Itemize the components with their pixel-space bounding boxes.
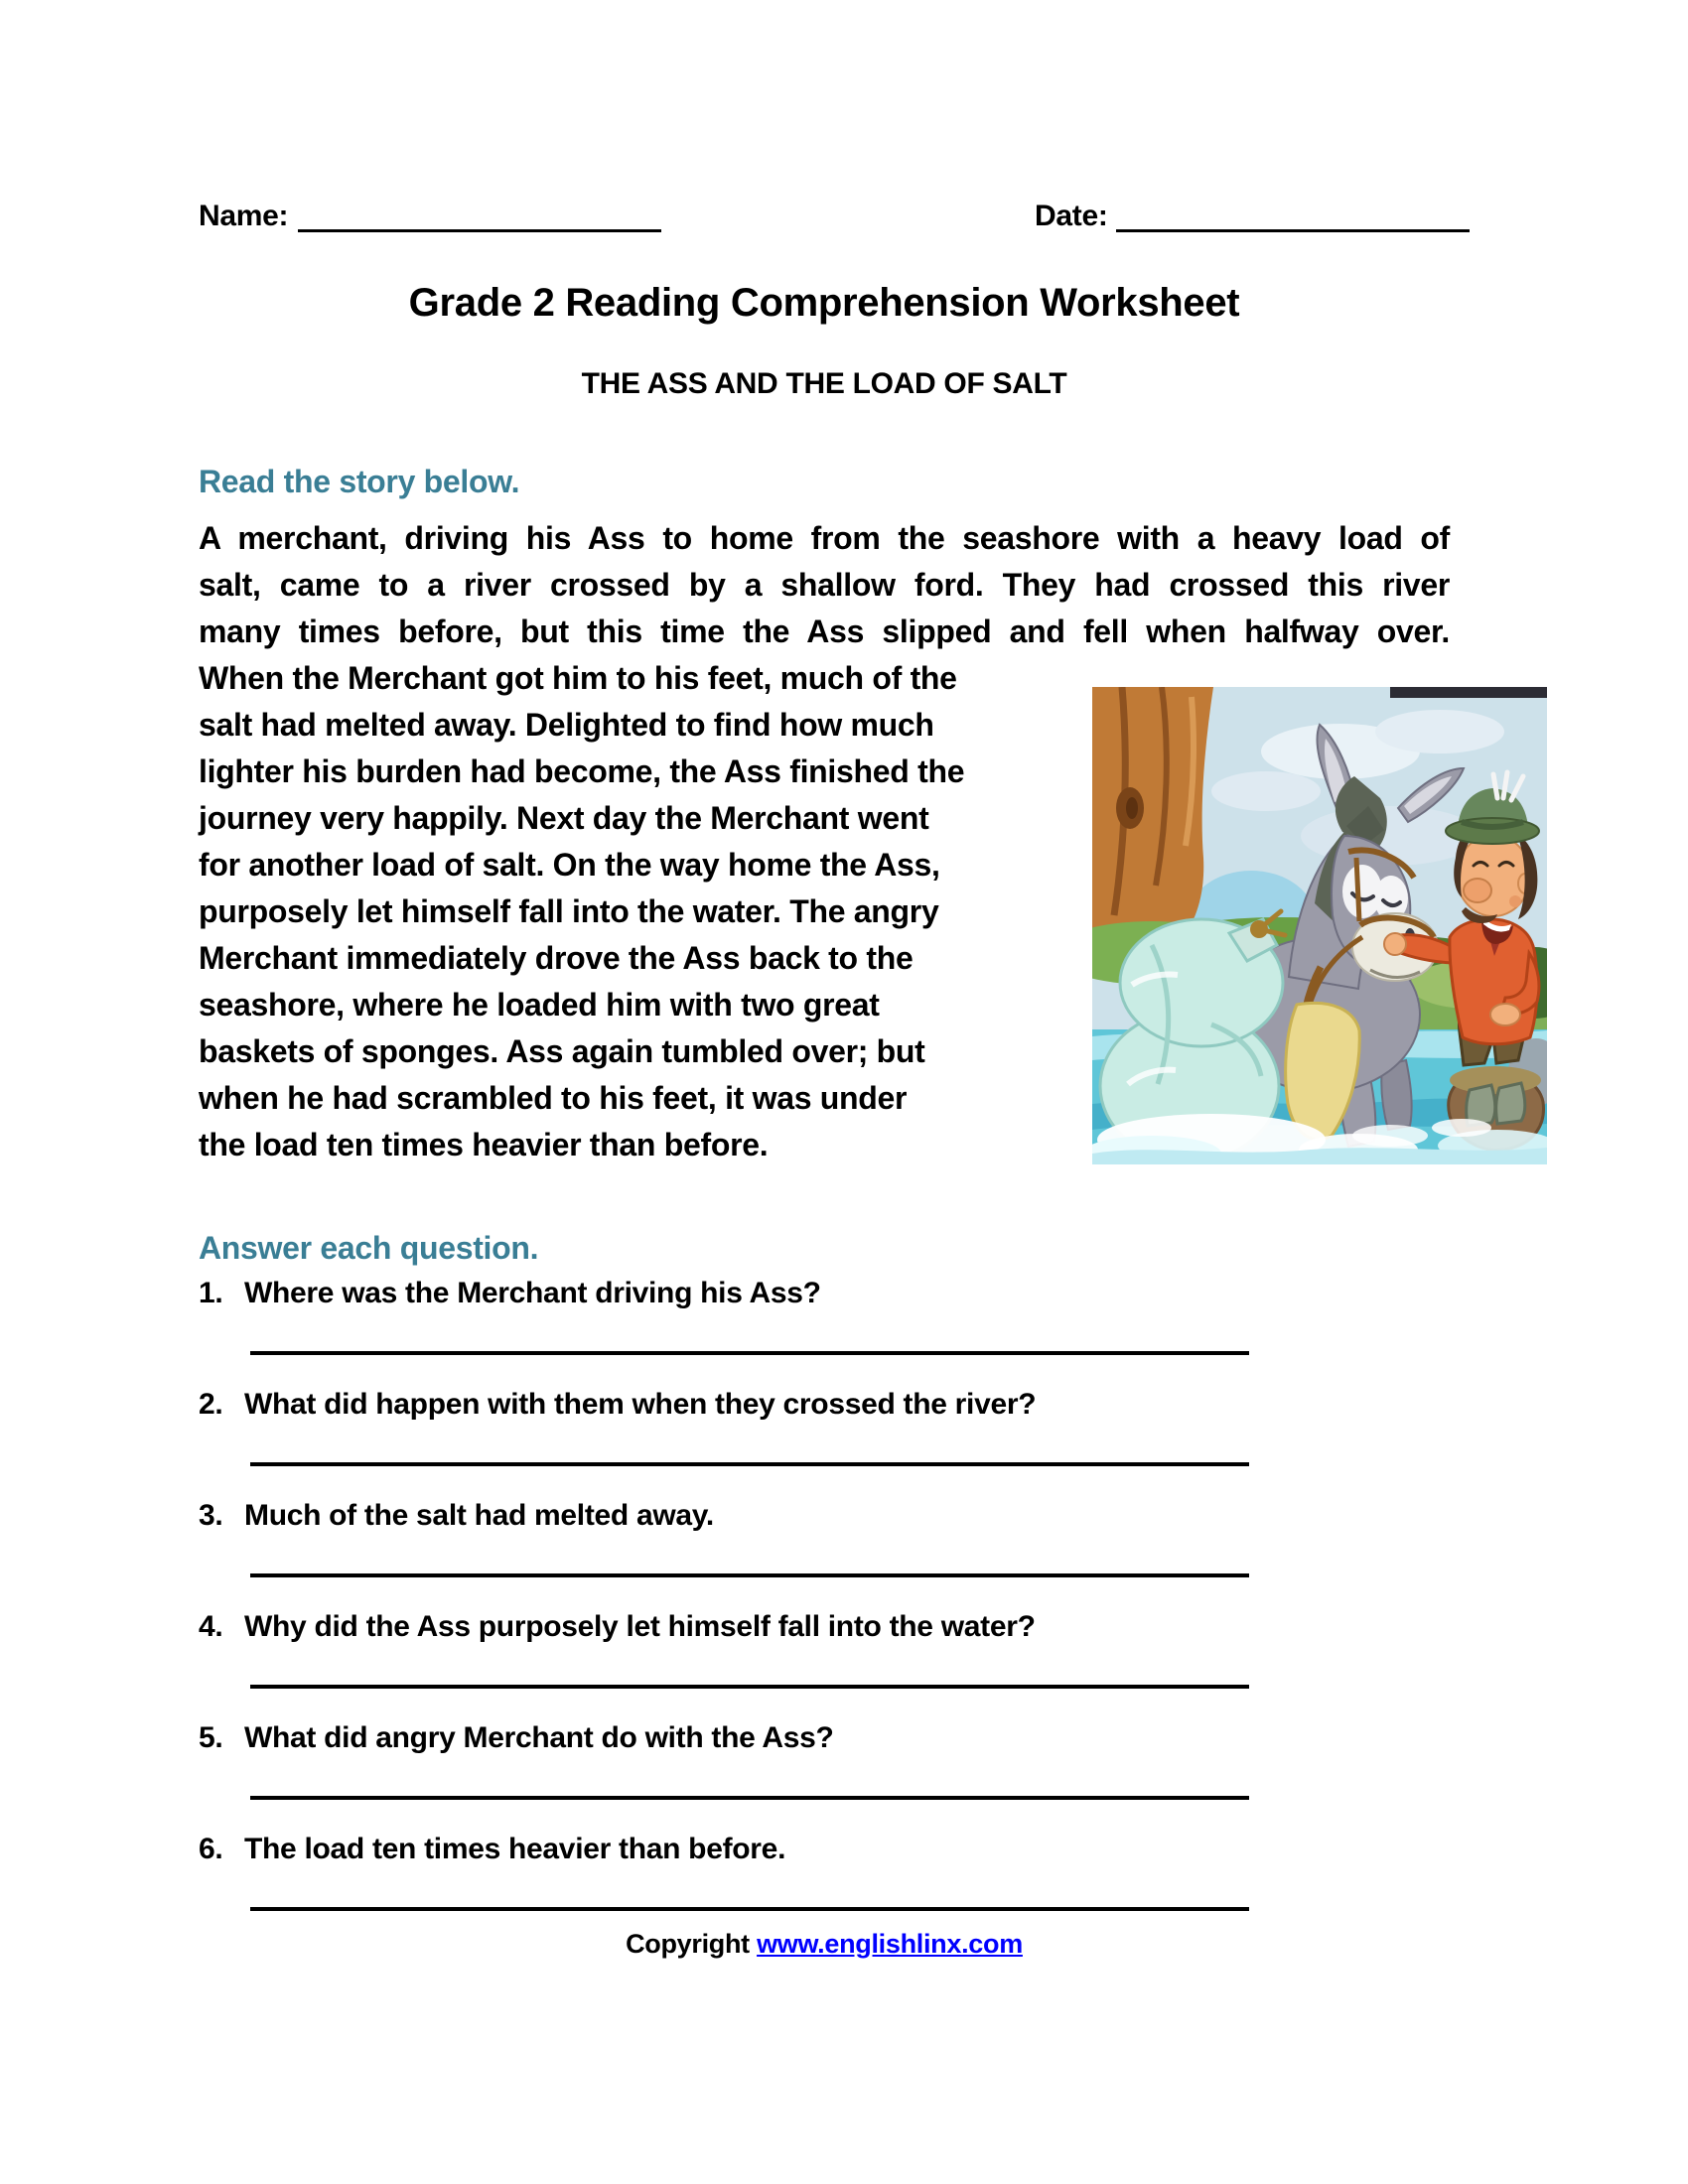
question-text: What did happen with them when they crossed the river? — [244, 1388, 1037, 1421]
story-line: lighter his burden had become, the Ass finished the — [199, 753, 965, 789]
story-section-heading: Read the story below. — [199, 464, 520, 499]
answer-line[interactable] — [250, 1573, 1249, 1577]
story-paragraph-full-width — [199, 515, 1450, 655]
story-line: salt, came to a river crossed by a shallow ford. They had crossed this river — [199, 567, 1450, 603]
question-text: The load ten times heavier than before. — [244, 1833, 786, 1865]
question-number: 6. — [199, 1833, 223, 1865]
question-number: 1. — [199, 1277, 223, 1309]
question-text: Where was the Merchant driving his Ass? — [244, 1277, 821, 1309]
story-line: A merchant, driving his Ass to home from the seashore with a heavy load of — [199, 520, 1450, 556]
story-line: when he had scrambled to his feet, it was under — [199, 1080, 908, 1116]
copyright-link[interactable]: www.englishlinx.com — [757, 1929, 1023, 1959]
name-blank-field[interactable] — [298, 199, 661, 232]
question-item — [199, 1496, 1450, 1577]
story-line: When the Merchant got him to his feet, much of the — [199, 660, 957, 696]
story-line: baskets of sponges. Ass again tumbled over; but — [199, 1033, 925, 1069]
page-title: Grade 2 Reading Comprehension Worksheet — [408, 281, 1240, 325]
story-line: purposely let himself fall into the water. The angry — [199, 893, 939, 929]
story-line: seashore, where he loaded him with two great — [199, 987, 880, 1023]
story-line: the load ten times heavier than before. — [199, 1127, 769, 1162]
questions-list — [199, 1274, 1450, 1941]
question-text: Why did the Ass purposely let himself fall into the water? — [244, 1610, 1036, 1643]
question-number: 2. — [199, 1388, 223, 1421]
question-item — [199, 1718, 1450, 1800]
question-number: 4. — [199, 1610, 223, 1643]
question-text: What did angry Merchant do with the Ass? — [244, 1721, 834, 1754]
date-label: Date: — [1035, 200, 1108, 232]
question-item — [199, 1385, 1450, 1466]
date-blank-field[interactable] — [1116, 199, 1470, 232]
story-line: journey very happily. Next day the Merchant went — [199, 800, 929, 836]
story-illustration — [1092, 687, 1547, 1164]
copyright-label: Copyright — [626, 1929, 750, 1959]
worksheet-subtitle: THE ASS AND THE LOAD OF SALT — [581, 367, 1067, 400]
answer-line[interactable] — [250, 1351, 1249, 1355]
question-number: 3. — [199, 1499, 223, 1532]
story-line: many times before, but this time the Ass slipped and fell when halfway over. — [199, 614, 1450, 649]
story-line: Merchant immediately drove the Ass back to the — [199, 940, 914, 976]
answer-line[interactable] — [250, 1462, 1249, 1466]
footer-copyright — [199, 1928, 1450, 1960]
story-line: salt had melted away. Delighted to find how much — [199, 707, 934, 743]
questions-section-heading: Answer each question. — [199, 1230, 539, 1266]
question-number: 5. — [199, 1721, 223, 1754]
question-item — [199, 1274, 1450, 1355]
name-label: Name: — [199, 200, 289, 232]
answer-line[interactable] — [250, 1685, 1249, 1689]
question-item — [199, 1830, 1450, 1911]
story-paragraph-beside-image — [199, 655, 1087, 1168]
story-line: for another load of salt. On the way home the Ass, — [199, 847, 940, 883]
question-item — [199, 1607, 1450, 1689]
question-text: Much of the salt had melted away. — [244, 1499, 714, 1532]
answer-line[interactable] — [250, 1907, 1249, 1911]
answer-line[interactable] — [250, 1796, 1249, 1800]
header-row — [0, 199, 1688, 242]
